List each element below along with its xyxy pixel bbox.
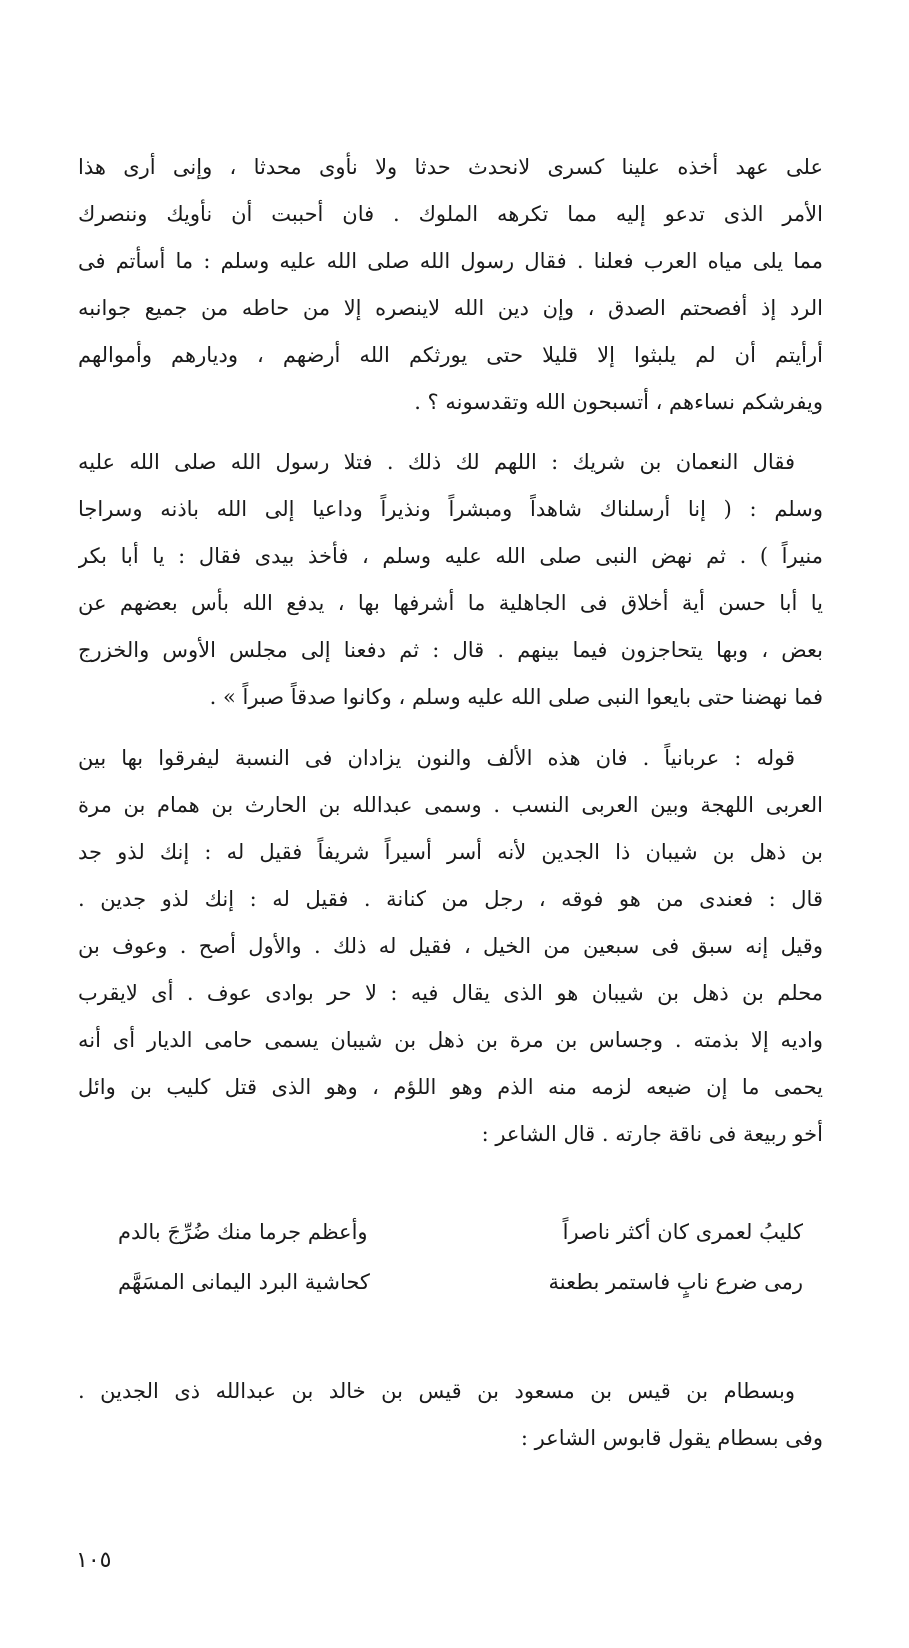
text-line: بن ذهل بن شيبان ذا الجدين لأنه أسر أسيراً شريفاً فقيل له : إنك لذو جد — [78, 840, 823, 864]
text-line: فما نهضنا حتى بايعوا النبى صلى الله عليه وسلم ، وكانوا صدقاً صبراً » . — [209, 685, 823, 709]
text-line: أخو ربيعة فى ناقة جارته . قال الشاعر : — [481, 1122, 823, 1146]
text-line: العربى اللهجة وبين العربى النسب . وسمى عبدالله بن الحارث بن همام بن مرة — [78, 793, 823, 817]
text-line: وقيل إنه سبق فى سبعين من الخيل ، فقيل له ذلك . والأول أصح . وعوف بن — [78, 934, 823, 958]
paragraph-4 — [78, 1368, 823, 1462]
text-line: مما يلى مياه العرب فعلنا . فقال رسول الله صلى الله عليه وسلم : ما أسأتم فى — [78, 249, 823, 273]
text-line: أرأيتم أن لم يلبثوا إلا قليلا حتى يورثكم الله أرضهم ، وديارهم وأموالهم — [78, 343, 823, 367]
poem-verses — [78, 1207, 823, 1307]
verse-first-hemistich: رمى ضرع نابٍ فاستمر بطعنة — [548, 1270, 803, 1294]
text-line: وبسطام بن قيس بن مسعود بن قيس بن خالد بن عبدالله ذى الجدين . — [78, 1379, 795, 1403]
text-line: منيراً ) . ثم نهض النبى صلى الله عليه وسلم ، فأخذ بيدى فقال : يا أبا بكر — [78, 544, 823, 568]
text-line: على عهد أخذه علينا كسرى لانحدث حدثا ولا نأوى محدثا ، وإنى أرى هذا — [78, 155, 823, 179]
text-line: وفى بسطام يقول قابوس الشاعر : — [520, 1426, 823, 1450]
poem-verse — [78, 1257, 823, 1307]
text-line: فقال النعمان بن شريك : اللهم لك ذلك . فتلا رسول الله صلى الله عليه — [78, 450, 795, 474]
text-line: قال : فعندى من هو فوقه ، رجل من كنانة . فقيل له : إنك لذو جدين . — [78, 887, 823, 911]
page-number: ١٠٥ — [76, 1548, 112, 1573]
text-line: الأمر الذى تدعو إليه مما تكرهه الملوك . فان أحببت أن نأويك وننصرك — [78, 202, 823, 226]
poem-verse — [78, 1207, 823, 1257]
verse-second-hemistich: كحاشية البرد اليمانى المسَهَّم — [118, 1270, 370, 1294]
text-line: قوله : عربانياً . فان هذه الألف والنون يزادان فى النسبة ليفرقوا بها بين — [78, 746, 795, 770]
text-line: يا أبا حسن أية أخلاق فى الجاهلية ما أشرفها بها ، يدفع الله بأس بعضهم عن — [78, 591, 823, 615]
paragraph-3 — [78, 735, 823, 1158]
text-line: الرد إذ أفصحتم الصدق ، وإن دين الله لاينصره إلا من حاطه من جميع جوانبه — [78, 296, 823, 320]
text-line: وسلم : ( إنا أرسلناك شاهداً ومبشراً ونذيراً وداعيا إلى الله باذنه وسراجا — [78, 497, 823, 521]
verse-second-hemistich: وأعظم جرما منك ضُرِّجَ بالدم — [118, 1220, 368, 1244]
text-line: واديه إلا بذمته . وجساس بن مرة بن ذهل بن شيبان يسمى حامى الديار أى أنه — [78, 1028, 823, 1052]
text-line: بعض ، وبها يتحاجزون فيما بينهم . قال : ثم دفعنا إلى مجلس الأوس والخزرج — [78, 638, 823, 662]
text-line: محلم بن ذهل بن شيبان هو الذى يقال فيه : لا حر بوادى عوف . أى لايقرب — [78, 981, 823, 1005]
verse-first-hemistich: كليبُ لعمرى كان أكثر ناصراً — [562, 1220, 803, 1244]
text-line: يحمى ما إن ضيعه لزمه منه الذم وهو اللؤم ، وهو الذى قتل كليب بن وائل — [78, 1075, 823, 1099]
text-line: ويفرشكم نساءهم ، أتسبحون الله وتقدسونه ؟ . — [414, 390, 823, 414]
paragraph-1 — [78, 144, 823, 426]
paragraph-2 — [78, 439, 823, 721]
